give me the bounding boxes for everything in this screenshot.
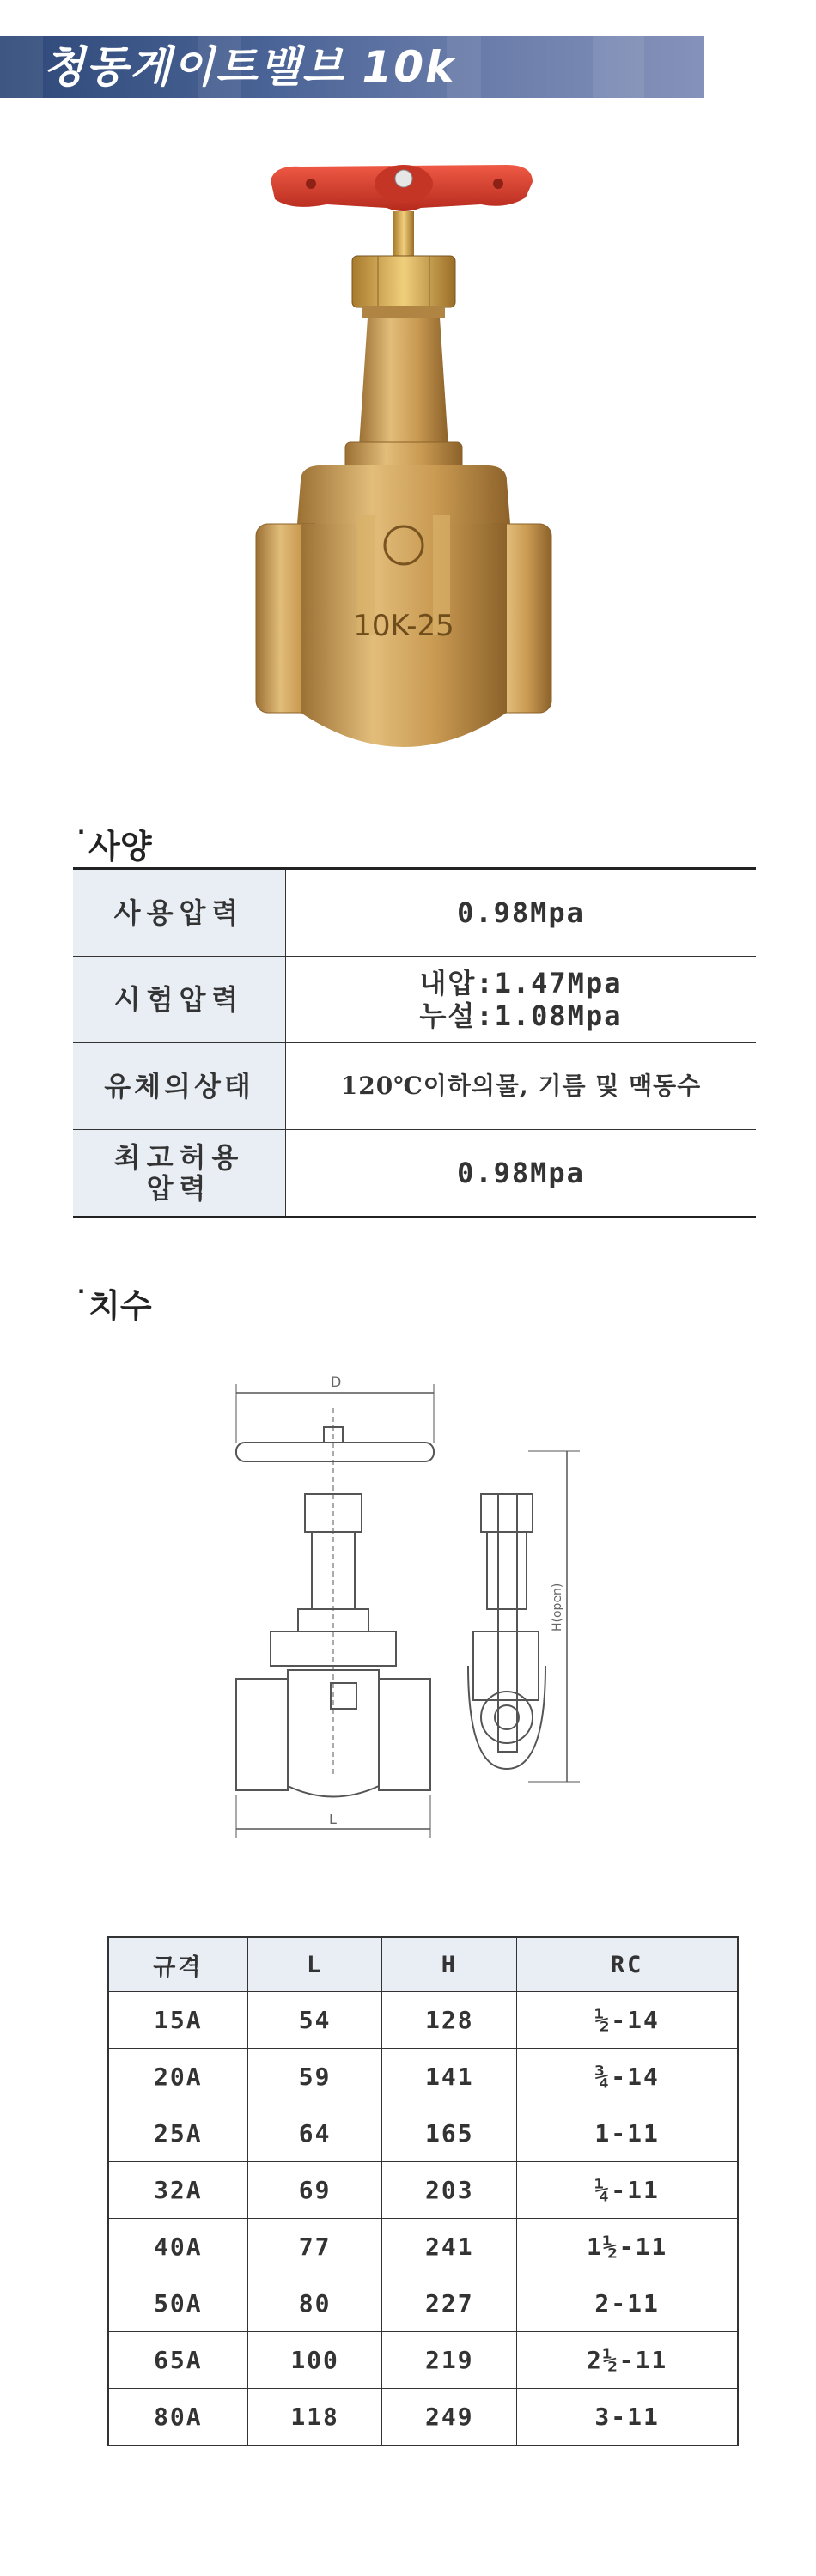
column-header: H: [382, 1937, 517, 1992]
spec-value: 0.98Mpa: [457, 1157, 585, 1189]
table-row: [108, 2162, 738, 2219]
label-d: D: [331, 1374, 342, 1390]
table-cell: 1½-11: [517, 2219, 738, 2275]
title-banner: [0, 36, 704, 98]
table-row: [108, 1992, 738, 2049]
gate-valve-image: [249, 155, 558, 790]
table-cell: 1-11: [517, 2105, 738, 2162]
table-cell: 118: [247, 2389, 382, 2446]
label-h: H(open): [551, 1583, 564, 1631]
label-l: L: [329, 1811, 337, 1827]
spec-heading: · 사양: [77, 820, 152, 866]
body-marking: 10K-25: [353, 609, 454, 643]
table-row: [73, 1043, 756, 1130]
table-cell: 2-11: [517, 2275, 738, 2332]
spec-value: 120℃이하의물, 기름 및 맥동수: [286, 1043, 757, 1130]
table-cell: 165: [382, 2105, 517, 2162]
table-cell: 219: [382, 2332, 517, 2389]
spec-value: 내압:1.47Mpa 누설:1.08Mpa: [286, 957, 757, 1043]
table-cell: 40A: [108, 2219, 247, 2275]
spec-key: 최고허용 압력: [73, 1130, 286, 1218]
table-cell: 203: [382, 2162, 517, 2219]
table-cell: 25A: [108, 2105, 247, 2162]
table-cell: 128: [382, 1992, 517, 2049]
table-cell: ¼-11: [517, 2162, 738, 2219]
table-row: [108, 2105, 738, 2162]
table-row: [73, 957, 756, 1043]
table-cell: 65A: [108, 2332, 247, 2389]
table-cell: 100: [247, 2332, 382, 2389]
table-cell: 2½-11: [517, 2332, 738, 2389]
spec-table: [73, 867, 756, 1218]
spec-key: 유체의상태: [73, 1043, 286, 1130]
table-cell: 64: [247, 2105, 382, 2162]
table-row: [108, 2219, 738, 2275]
table-row: [108, 2332, 738, 2389]
table-cell: ½-14: [517, 1992, 738, 2049]
dimension-heading: · 치수: [77, 1279, 152, 1325]
table-cell: 59: [247, 2049, 382, 2105]
table-row: [108, 2389, 738, 2446]
table-cell: 241: [382, 2219, 517, 2275]
bullet-dot-icon: ·: [77, 1279, 86, 1303]
table-cell: 3-11: [517, 2389, 738, 2446]
table-cell: 69: [247, 2162, 382, 2219]
table-row: [73, 869, 756, 957]
table-cell: 50A: [108, 2275, 247, 2332]
table-cell: 77: [247, 2219, 382, 2275]
column-header: RC: [517, 1937, 738, 1992]
table-cell: 54: [247, 1992, 382, 2049]
table-cell: 15A: [108, 1992, 247, 2049]
spec-key: 시험압력: [73, 957, 286, 1043]
table-cell: 141: [382, 2049, 517, 2105]
table-cell: 20A: [108, 2049, 247, 2105]
table-cell: 249: [382, 2389, 517, 2446]
table-row: [73, 1130, 756, 1218]
spec-value: 0.98Mpa: [286, 869, 757, 957]
spec-key: 사용압력: [73, 869, 286, 957]
table-cell: 227: [382, 2275, 517, 2332]
table-cell: ¾-14: [517, 2049, 738, 2105]
table-header-row: [108, 1937, 738, 1992]
table-cell: 80A: [108, 2389, 247, 2446]
column-header: 규격: [108, 1937, 247, 1992]
column-header: L: [247, 1937, 382, 1992]
page-title: 청동게이트밸브 10k: [43, 42, 456, 92]
table-row: [108, 2049, 738, 2105]
table-cell: 32A: [108, 2162, 247, 2219]
dimension-drawing: [219, 1374, 623, 1906]
table-cell: 80: [247, 2275, 382, 2332]
table-row: [108, 2275, 738, 2332]
dimension-table: [107, 1936, 739, 2446]
bullet-dot-icon: ·: [77, 820, 86, 844]
